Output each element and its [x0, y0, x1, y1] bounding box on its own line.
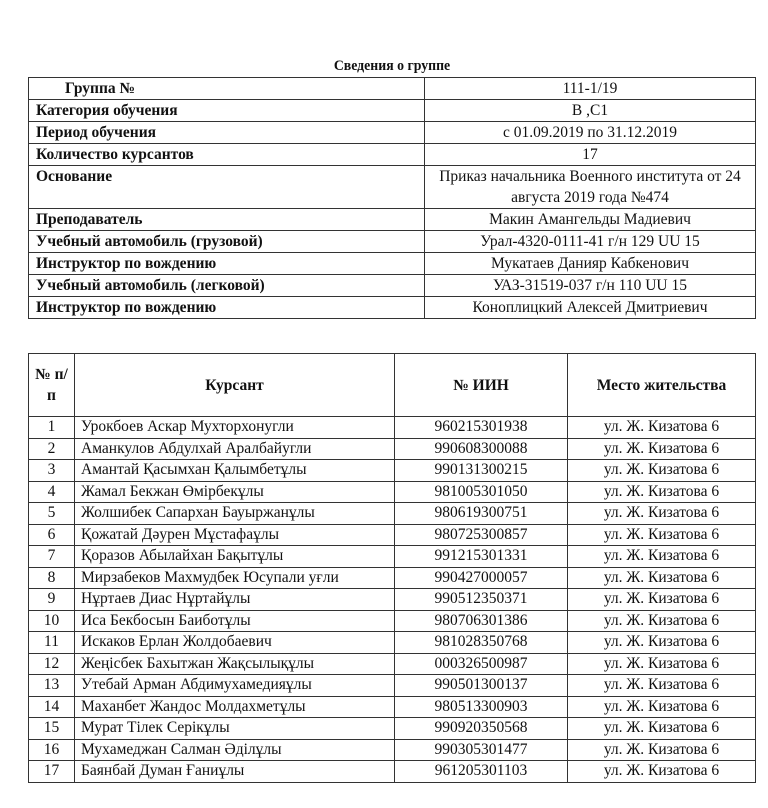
group-info-row [29, 166, 756, 209]
cadet-address: ул. Ж. Кизатова 6 [568, 653, 756, 675]
group-info-row [29, 78, 756, 100]
table-row [29, 481, 756, 503]
teacher-label: Преподаватель [29, 209, 425, 231]
category-value: B ,C1 [425, 100, 756, 122]
row-number: 4 [29, 481, 75, 503]
cadet-address: ул. Ж. Кизатова 6 [568, 610, 756, 632]
cadet-iin: 990920350568 [395, 718, 568, 740]
cadet-iin: 980706301386 [395, 610, 568, 632]
car-value: УАЗ-31519-037 г/н 110 UU 15 [425, 275, 756, 297]
cadet-iin: 980725300857 [395, 524, 568, 546]
cadet-count-value: 17 [425, 144, 756, 166]
cadet-name: Мирзабеков Махмудбек Юсупали уғли [75, 567, 395, 589]
table-row [29, 675, 756, 697]
row-number: 8 [29, 567, 75, 589]
cadet-iin: 990305301477 [395, 739, 568, 761]
group-info-row [29, 122, 756, 144]
table-row [29, 460, 756, 482]
header-cadet: Курсант [75, 354, 395, 417]
cadet-address: ул. Ж. Кизатова 6 [568, 460, 756, 482]
cadet-iin: 960215301938 [395, 417, 568, 439]
cadet-name: Искаков Ерлан Жолдобаевич [75, 632, 395, 654]
cadet-name: Мурат Тілек Серікұлы [75, 718, 395, 740]
cadet-name: Маханбет Жандос Молдахметұлы [75, 696, 395, 718]
group-info-table [28, 77, 756, 319]
cadet-iin: 980513300903 [395, 696, 568, 718]
table-row [29, 503, 756, 525]
row-number: 5 [29, 503, 75, 525]
cadet-address: ул. Ж. Кизатова 6 [568, 761, 756, 783]
row-number: 12 [29, 653, 75, 675]
table-row [29, 696, 756, 718]
cadet-address: ул. Ж. Кизатова 6 [568, 438, 756, 460]
cadet-name: Жолшибек Сапархан Бауыржанұлы [75, 503, 395, 525]
basis-label: Основание [29, 166, 425, 209]
cadet-name: Аманкулов Абдулхай Аралбайугли [75, 438, 395, 460]
truck-value: Урал-4320-0111-41 г/н 129 UU 15 [425, 231, 756, 253]
cadet-address: ул. Ж. Кизатова 6 [568, 524, 756, 546]
students-header-row [29, 354, 756, 417]
cadet-iin: 981028350768 [395, 632, 568, 654]
header-iin: № ИИН [395, 354, 568, 417]
row-number: 11 [29, 632, 75, 654]
row-number: 13 [29, 675, 75, 697]
row-number: 15 [29, 718, 75, 740]
table-row [29, 589, 756, 611]
group-info-row [29, 209, 756, 231]
cadet-address: ул. Ж. Кизатова 6 [568, 481, 756, 503]
row-number: 6 [29, 524, 75, 546]
cadet-count-label: Количество курсантов [29, 144, 425, 166]
table-row [29, 567, 756, 589]
table-row [29, 524, 756, 546]
cadet-address: ул. Ж. Кизатова 6 [568, 503, 756, 525]
group-info-row [29, 253, 756, 275]
table-row [29, 632, 756, 654]
cadet-address: ул. Ж. Кизатова 6 [568, 546, 756, 568]
table-row [29, 653, 756, 675]
group-info-row [29, 144, 756, 166]
cadet-address: ул. Ж. Кизатова 6 [568, 589, 756, 611]
row-number: 10 [29, 610, 75, 632]
cadet-address: ул. Ж. Кизатова 6 [568, 567, 756, 589]
table-row [29, 438, 756, 460]
document-title: Сведения о группе [333, 58, 451, 74]
group-info-row [29, 275, 756, 297]
row-number: 17 [29, 761, 75, 783]
cadet-iin: 990501300137 [395, 675, 568, 697]
cadet-name: Жеңісбек Бахытжан Жақсылықұлы [75, 653, 395, 675]
row-number: 1 [29, 417, 75, 439]
car-instructor-value: Коноплицкий Алексей Дмитриевич [425, 297, 756, 319]
group-info-row [29, 231, 756, 253]
cadet-iin: 990512350371 [395, 589, 568, 611]
cadet-address: ул. Ж. Кизатова 6 [568, 417, 756, 439]
cadet-address: ул. Ж. Кизатова 6 [568, 696, 756, 718]
students-table [28, 353, 756, 783]
category-label: Категория обучения [29, 100, 425, 122]
cadet-iin: 990427000057 [395, 567, 568, 589]
cadet-name: Қожатай Дәурен Мұстафаұлы [75, 524, 395, 546]
cadet-name: Утебай Арман Абдимухамедияұлы [75, 675, 395, 697]
header-address: Место жительства [568, 354, 756, 417]
group-info-row [29, 100, 756, 122]
basis-value: Приказ начальника Военного института от 24 августа 2019 года №474 [425, 166, 756, 209]
cadet-address: ул. Ж. Кизатова 6 [568, 739, 756, 761]
cadet-name: Амантай Қасымхан Қалымбетұлы [75, 460, 395, 482]
truck-instructor-label: Инструктор по вождению [29, 253, 425, 275]
table-row [29, 546, 756, 568]
truck-label: Учебный автомобиль (грузовой) [29, 231, 425, 253]
row-number: 9 [29, 589, 75, 611]
table-row [29, 610, 756, 632]
car-instructor-label: Инструктор по вождению [29, 297, 425, 319]
cadet-iin: 991215301331 [395, 546, 568, 568]
period-value: с 01.09.2019 по 31.12.2019 [425, 122, 756, 144]
row-number: 7 [29, 546, 75, 568]
cadet-name: Иса Бекбосын Баиботұлы [75, 610, 395, 632]
table-row [29, 739, 756, 761]
group-info-row [29, 297, 756, 319]
cadet-name: Баянбай Думан Ғаниұлы [75, 761, 395, 783]
period-label: Период обучения [29, 122, 425, 144]
table-row [29, 417, 756, 439]
cadet-iin: 000326500987 [395, 653, 568, 675]
table-row [29, 718, 756, 740]
table-row [29, 761, 756, 783]
teacher-value: Макин Амангельды Мадиевич [425, 209, 756, 231]
cadet-name: Жамал Бекжан Өмірбекұлы [75, 481, 395, 503]
group-number-value: 111-1/19 [425, 78, 756, 100]
car-label: Учебный автомобиль (легковой) [29, 275, 425, 297]
cadet-name: Мухамеджан Салман Әділұлы [75, 739, 395, 761]
row-number: 16 [29, 739, 75, 761]
row-number: 2 [29, 438, 75, 460]
cadet-name: Қоразов Абылайхан Бақытұлы [75, 546, 395, 568]
cadet-address: ул. Ж. Кизатова 6 [568, 675, 756, 697]
cadet-iin: 981005301050 [395, 481, 568, 503]
cadet-iin: 980619300751 [395, 503, 568, 525]
cadet-name: Урокбоев Аскар Мухторхонугли [75, 417, 395, 439]
cadet-iin: 990131300215 [395, 460, 568, 482]
cadet-name: Нұртаев Диас Нұртайұлы [75, 589, 395, 611]
cadet-iin: 990608300088 [395, 438, 568, 460]
truck-instructor-value: Мукатаев Данияр Кабкенович [425, 253, 756, 275]
row-number: 14 [29, 696, 75, 718]
header-number: № п/п [29, 354, 75, 417]
row-number: 3 [29, 460, 75, 482]
group-number-label: Группа № [29, 78, 425, 100]
cadet-iin: 961205301103 [395, 761, 568, 783]
cadet-address: ул. Ж. Кизатова 6 [568, 632, 756, 654]
cadet-address: ул. Ж. Кизатова 6 [568, 718, 756, 740]
